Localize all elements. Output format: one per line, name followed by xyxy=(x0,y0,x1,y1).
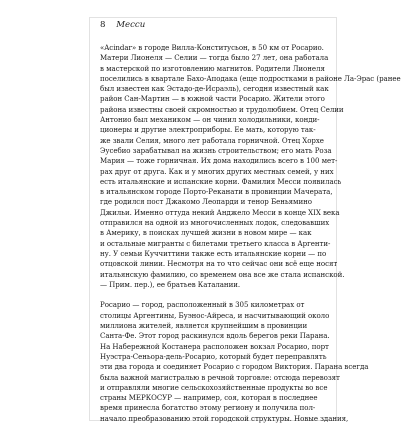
text-line: Эусебио зарабатывал на жизнь строительством; его мать Роза xyxy=(100,145,332,155)
paragraph-gap xyxy=(100,290,330,300)
text-line: ционеры и другие электроприборы. Ее мать, которую так- xyxy=(100,125,316,135)
text-line: Росарио — город, расположенный в 305 километрах от xyxy=(100,300,305,310)
text-line: есть итальянские и испанские корни. Фамилия Месси появилась xyxy=(100,176,342,186)
body-text xyxy=(100,43,401,424)
text-line: столицы Аргентины, Буэнос-Айреса, и насчитывающий около xyxy=(100,310,330,320)
text-line: район Сан-Мартин — в южной части Росарио. Жители этого xyxy=(100,94,325,104)
text-line: и отправляли многие сельскохозяйственные продукты во все xyxy=(100,382,328,392)
text-line: Матери Лионеля — Селии — тогда было 27 лет, она работала xyxy=(100,53,329,63)
text-line: Мария — тоже горничная. Их дома находились всего в 100 мет- xyxy=(100,156,338,166)
text-line: «Acindar» в городе Вилла-Конститусьон, в 50 км от Росарио. xyxy=(100,43,324,52)
text-line: в итальянском городе Порто-Реканати в провинции Мачерата, xyxy=(100,187,333,197)
text-line: в мастерской по изготовлению магнитов. Родители Лионеля xyxy=(100,63,325,73)
text-line: эти два города и соединяет Росарио с городом Виктория. Парана всегда xyxy=(100,362,369,372)
text-line: и остальные мигранты с билетами третьего класса в Аргенти- xyxy=(100,238,331,248)
text-line: поселились в квартале Бахо-Аподака (еще подростками в районе Ла-Эрас (ранее xyxy=(100,73,401,83)
text-line: Антонио был механиком — он чинил холодильники, конди- xyxy=(100,115,320,125)
text-line: время принесла богатство этому региону и получила пол- xyxy=(100,403,316,413)
text-line: Джильи. Именно оттуда некий Анджело Месси в конце XIX века xyxy=(100,207,340,217)
text-line: же звали Селия, много лет работала горничной. Отец Хорхе xyxy=(100,135,324,145)
text-line: ну. У семьи Куччиттини также есть итальянские корни — по xyxy=(100,248,327,258)
text-line: Санта-Фе. Этот город раскинулся вдоль берегов реки Парана. xyxy=(100,331,330,341)
text-line: миллиона жителей, является крупнейшим в провинции xyxy=(100,321,308,331)
text-line: был известен как Эстадо-де-Исраэль), сегодня известный как xyxy=(100,84,329,94)
text-line: рах друг от друга. Как и у многих других местных семей, у них xyxy=(100,166,334,176)
text-line: в Америку, в поисках лучшей жизни в новом мире — как xyxy=(100,228,312,238)
text-line: отцовской линии. Несмотря на то что сейчас они всё еще носят xyxy=(100,259,338,269)
text-line: На Набережной Костанера расположен вокзал Росарио, порт xyxy=(100,341,329,351)
text-line: отправился на одной из многочисленных лодок, следовавших xyxy=(100,218,330,228)
text-line: была важной магистралью в речной торговле: отсюда перевозят xyxy=(100,372,340,382)
text-line: итальянскую фамилию, со временем она все же стала испанской. xyxy=(100,269,345,279)
running-head xyxy=(100,20,145,32)
text-line: где родился пост Джакомо Леопарди и тенор Беньямино xyxy=(100,197,312,207)
text-line: района известны своей скромностью и трудолюбием. Отец Селии xyxy=(100,104,344,114)
running-title: Месси xyxy=(116,20,146,30)
text-line: — Прим. пер.), ее братьев Каталании. xyxy=(100,279,241,289)
text-line: начало преобразованию этой городской структуры. Новые здания, xyxy=(100,413,349,423)
page-number: 8 xyxy=(100,20,106,30)
text-line: Нуэстра-Сеньора-дель-Росарио, который будет переправлять xyxy=(100,351,327,361)
text-line: страны МЕРКОСУР — например, соя, которая в последнее xyxy=(100,393,318,403)
